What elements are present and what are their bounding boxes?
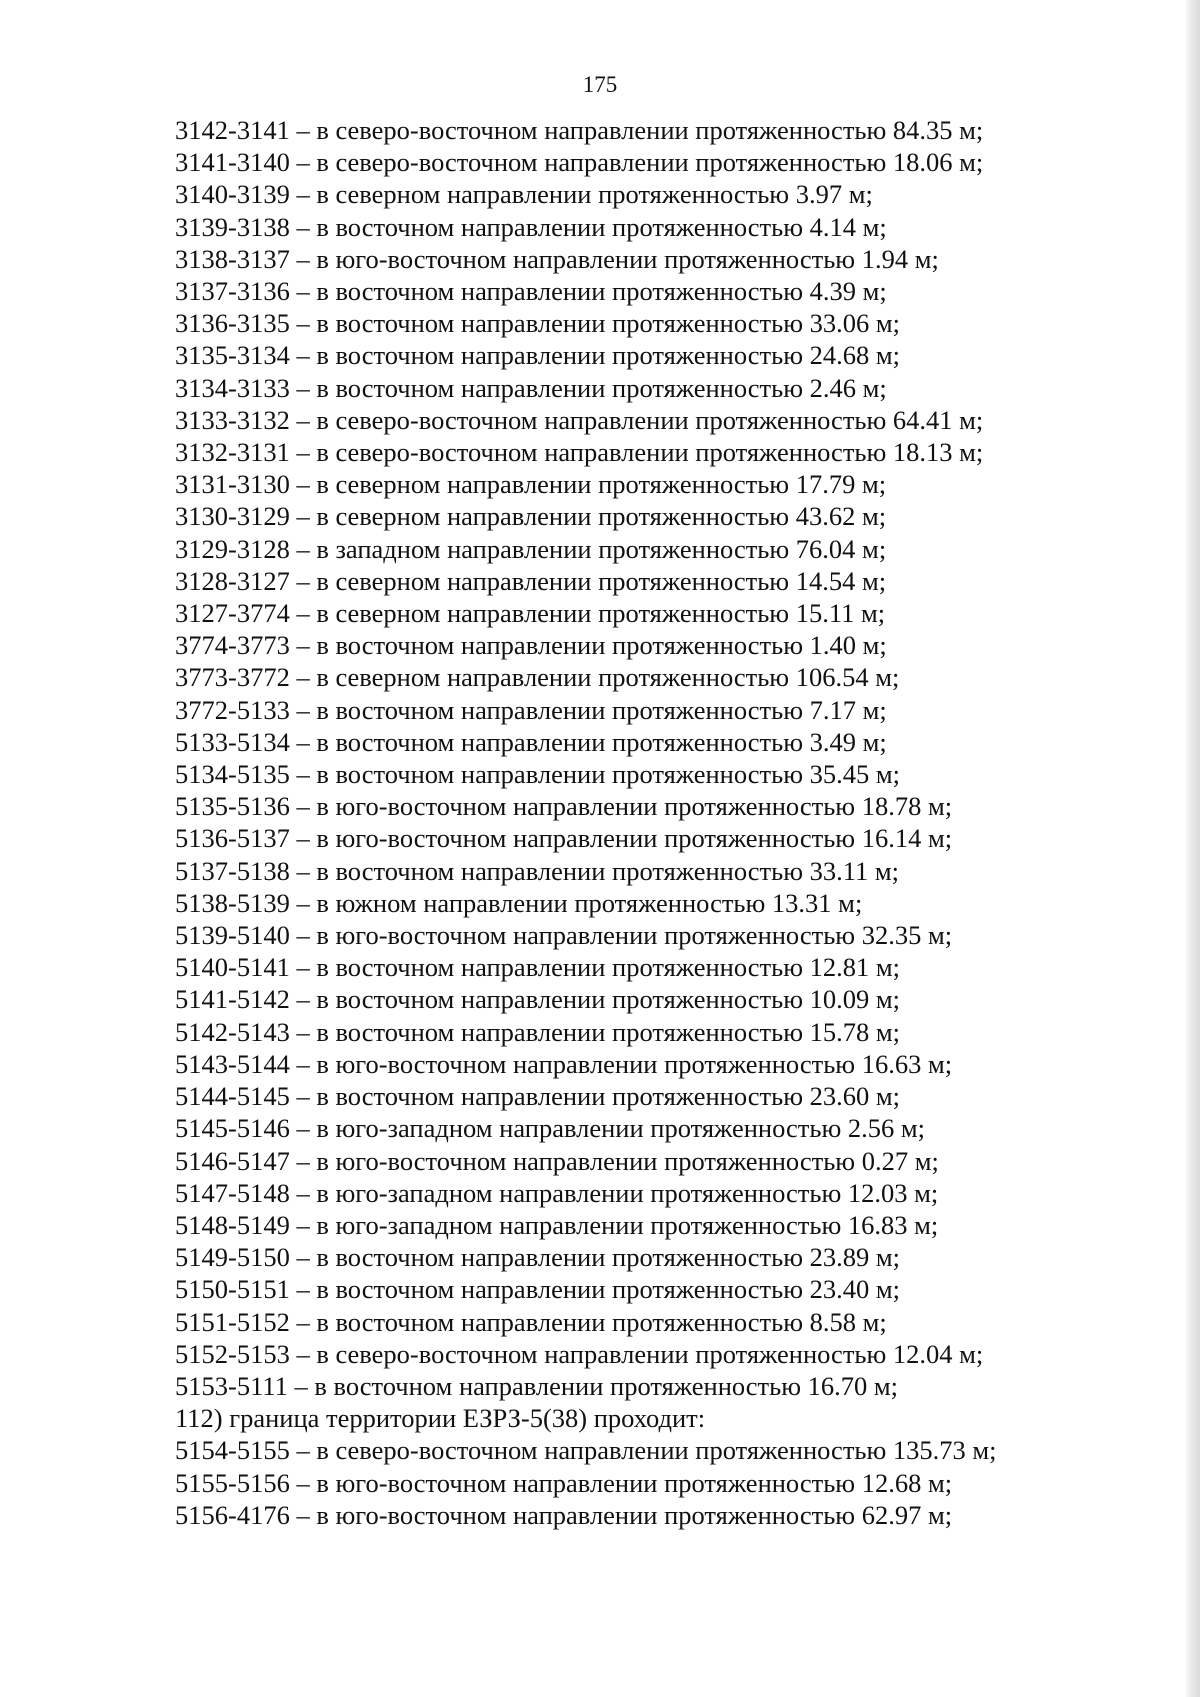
text-line: 3128-3127 – в северном направлении протяженностью 14.54 м;	[175, 565, 887, 596]
text-line: 5138-5139 – в южном направлении протяженностью 13.31 м;	[175, 887, 863, 918]
text-line: 5154-5155 – в северо-восточном направлении протяженностью 135.73 м;	[175, 1435, 997, 1466]
text-line: 3772-5133 – в восточном направлении протяженностью 7.17 м;	[175, 694, 887, 725]
text-line: 5136-5137 – в юго-восточном направлении протяженностью 16.14 м;	[175, 823, 953, 854]
text-line: 5145-5146 – в юго-западном направлении протяженностью 2.56 м;	[175, 1113, 926, 1144]
section-heading: 112) граница территории ЕЗРЗ-5(38) проходит:	[175, 1403, 706, 1434]
text-line: 3135-3134 – в восточном направлении протяженностью 24.68 м;	[175, 340, 900, 371]
text-line: 5144-5145 – в восточном направлении протяженностью 23.60 м;	[175, 1081, 900, 1112]
text-line: 5153-5111 – в восточном направлении протяженностью 16.70 м;	[175, 1370, 899, 1401]
text-line: 3131-3130 – в северном направлении протяженностью 17.79 м;	[175, 469, 887, 500]
text-line: 3130-3129 – в северном направлении протяженностью 43.62 м;	[175, 501, 887, 532]
text-line: 5139-5140 – в юго-восточном направлении протяженностью 32.35 м;	[175, 920, 953, 951]
text-line: 5137-5138 – в восточном направлении протяженностью 33.11 м;	[175, 855, 900, 886]
text-line: 3773-3772 – в северном направлении протяженностью 106.54 м;	[175, 662, 900, 693]
scan-edge-shadow	[1186, 0, 1200, 1697]
text-line: 3129-3128 – в западном направлении протяженностью 76.04 м;	[175, 533, 887, 564]
text-line: 3139-3138 – в восточном направлении протяженностью 4.14 м;	[175, 211, 887, 242]
text-line: 5156-4176 – в юго-восточном направлении протяженностью 62.97 м;	[175, 1499, 953, 1530]
text-line: 5133-5134 – в восточном направлении протяженностью 3.49 м;	[175, 726, 887, 757]
text-line: 5148-5149 – в юго-западном направлении протяженностью 16.83 м;	[175, 1209, 939, 1240]
text-line: 3137-3136 – в восточном направлении протяженностью 4.39 м;	[175, 276, 887, 307]
text-line: 5134-5135 – в восточном направлении протяженностью 35.45 м;	[175, 759, 900, 790]
text-line: 3141-3140 – в северо-восточном направлении протяженностью 18.06 м;	[175, 147, 984, 178]
text-line: 3138-3137 – в юго-восточном направлении протяженностью 1.94 м;	[175, 243, 939, 274]
text-line: 5143-5144 – в юго-восточном направлении протяженностью 16.63 м;	[175, 1048, 953, 1079]
text-line: 5152-5153 – в северо-восточном направлении протяженностью 12.04 м;	[175, 1338, 984, 1369]
text-line: 3127-3774 – в северном направлении протяженностью 15.11 м;	[175, 598, 886, 629]
text-line: 5147-5148 – в юго-западном направлении протяженностью 12.03 м;	[175, 1177, 939, 1208]
text-line: 3133-3132 – в северо-восточном направлении протяженностью 64.41 м;	[175, 404, 984, 435]
text-line: 3136-3135 – в восточном направлении протяженностью 33.06 м;	[175, 308, 900, 339]
text-line: 5146-5147 – в юго-восточном направлении протяженностью 0.27 м;	[175, 1145, 939, 1176]
page-number: 175	[582, 72, 618, 97]
text-line: 5149-5150 – в восточном направлении протяженностью 23.89 м;	[175, 1242, 900, 1273]
text-line: 5155-5156 – в юго-восточном направлении протяженностью 12.68 м;	[175, 1467, 953, 1498]
text-line: 3774-3773 – в восточном направлении протяженностью 1.40 м;	[175, 630, 887, 661]
text-line: 3132-3131 – в северо-восточном направлении протяженностью 18.13 м;	[175, 437, 984, 468]
text-line: 5141-5142 – в восточном направлении протяженностью 10.09 м;	[175, 984, 900, 1015]
text-line: 5151-5152 – в восточном направлении протяженностью 8.58 м;	[175, 1306, 887, 1337]
text-line: 3142-3141 – в северо-восточном направлении протяженностью 84.35 м;	[175, 115, 984, 145]
text-line: 3140-3139 – в северном направлении протяженностью 3.97 м;	[175, 179, 873, 210]
text-line: 5140-5141 – в восточном направлении протяженностью 12.81 м;	[175, 952, 900, 983]
text-line: 5142-5143 – в восточном направлении протяженностью 15.78 м;	[175, 1016, 900, 1047]
text-line: 5135-5136 – в юго-восточном направлении протяженностью 18.78 м;	[175, 791, 953, 822]
text-line: 5150-5151 – в восточном направлении протяженностью 23.40 м;	[175, 1274, 900, 1305]
document-body	[175, 114, 1135, 1531]
text-line: 3134-3133 – в восточном направлении протяженностью 2.46 м;	[175, 372, 887, 403]
